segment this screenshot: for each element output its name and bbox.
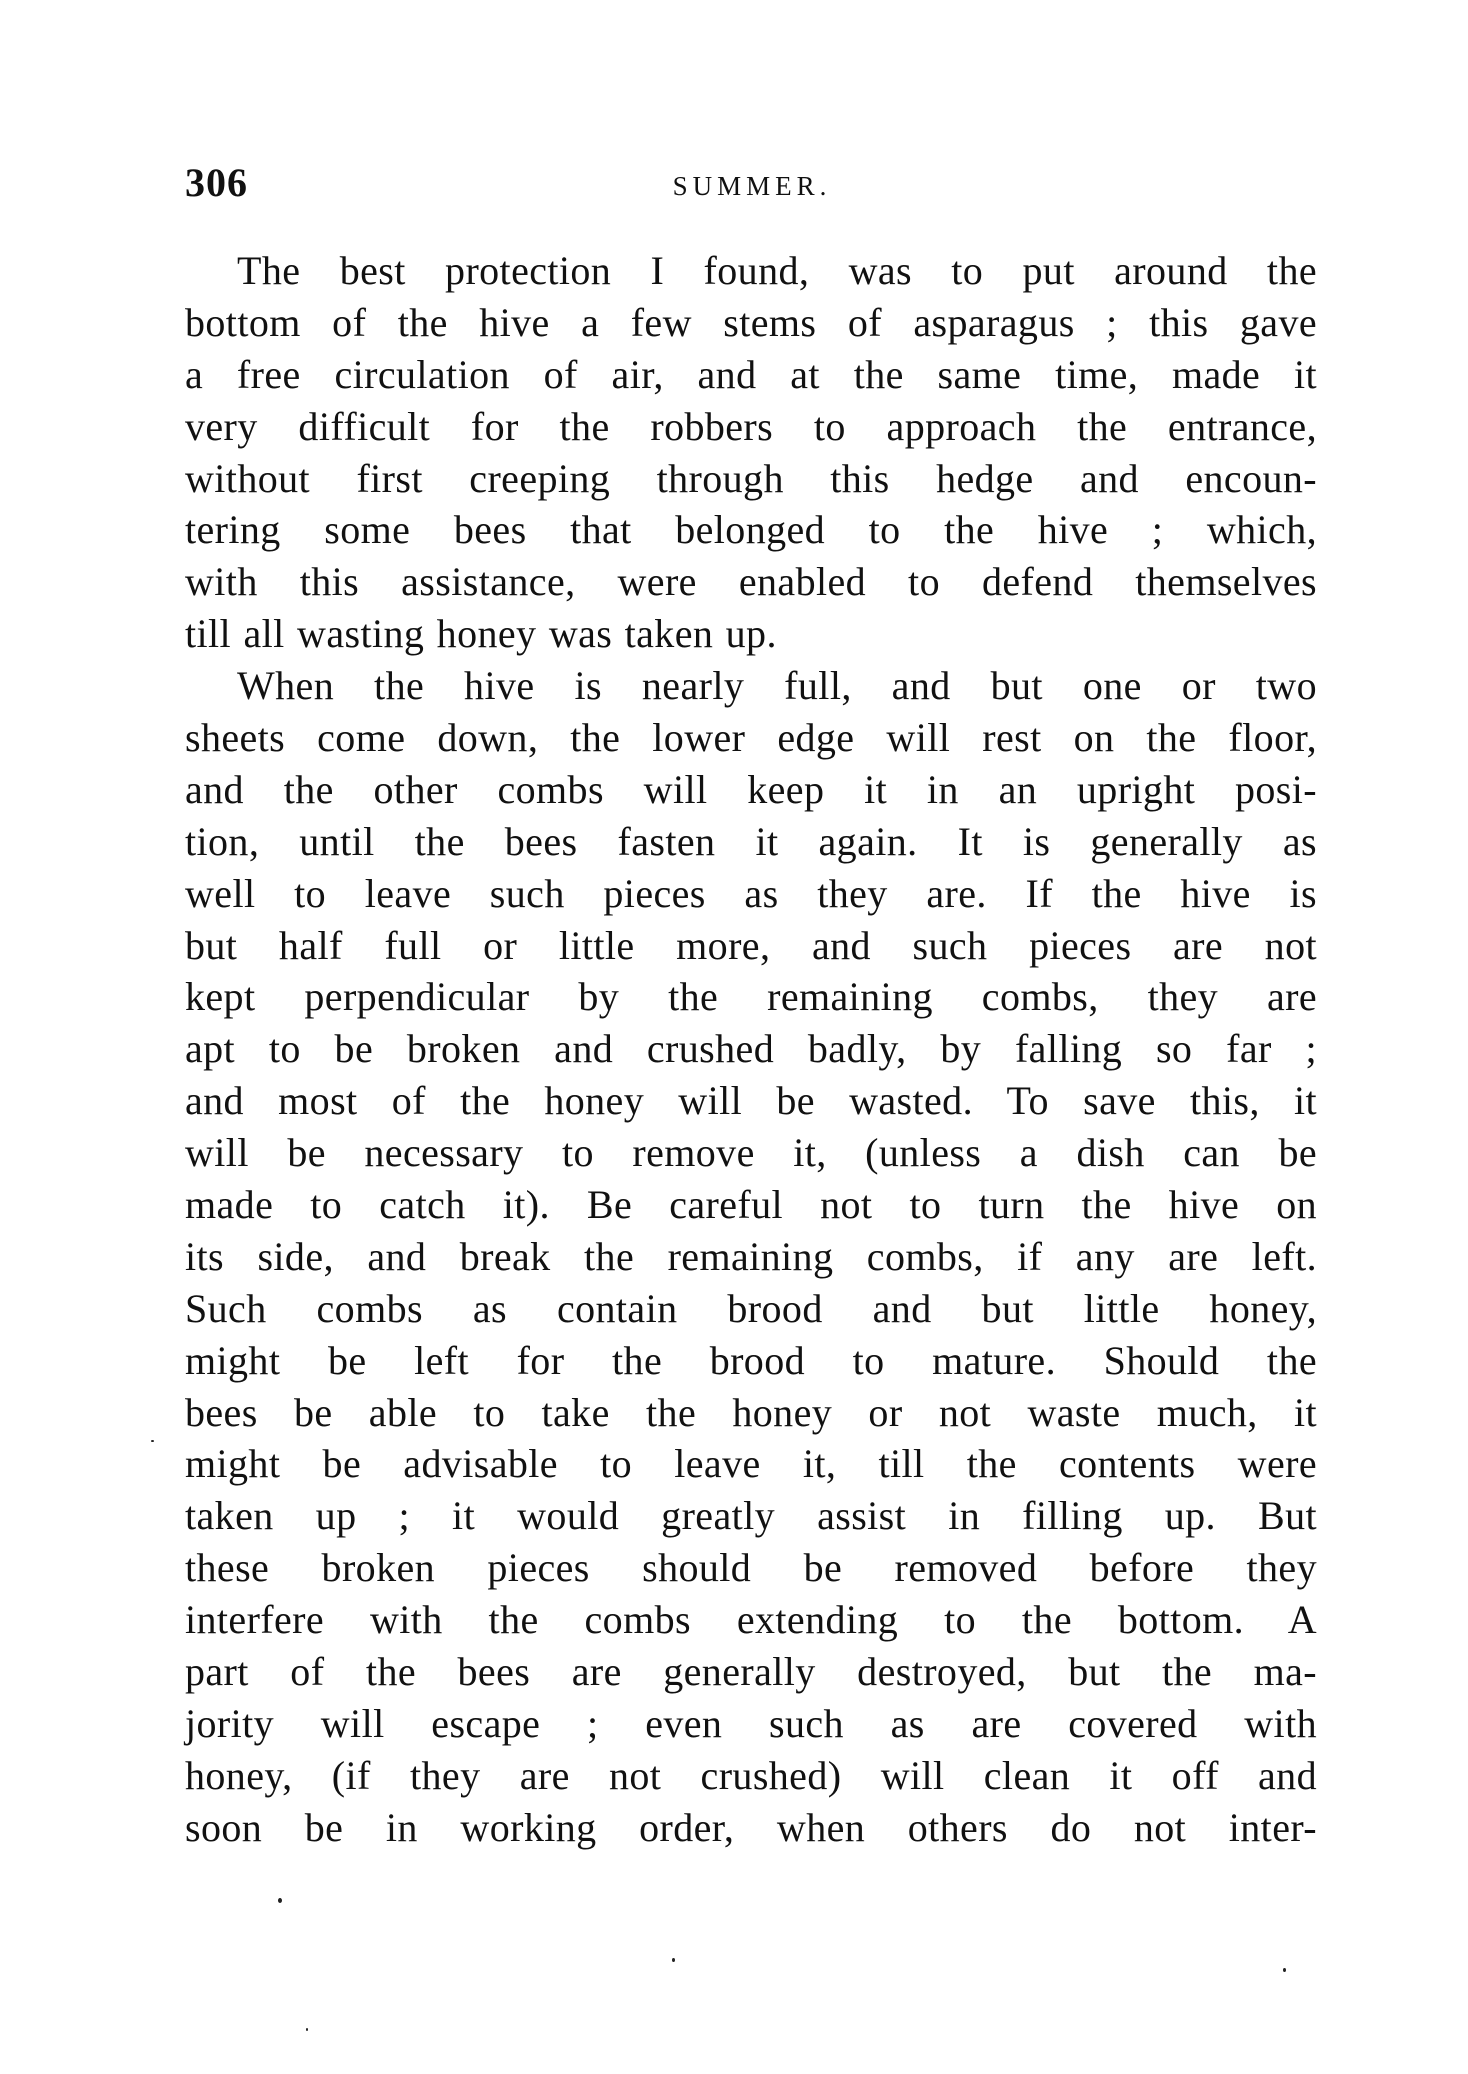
running-head [185,160,1317,206]
section-title: SUMMER. [672,171,832,201]
text-line: without first creeping through this hedge and encoun- [185,455,1317,501]
scan-speck [278,1898,282,1903]
text-line: Such combs as contain brood and but little honey, [185,1285,1317,1331]
text-line: sheets come down, the lower edge will rest on the floor, [185,715,1317,761]
text-line: honey, (if they are not crushed) will clean it off and [185,1752,1317,1798]
text-line: bees be able to take the honey or not waste much, it [185,1389,1317,1435]
text-line: well to leave such pieces as they are. If the hive is [185,870,1317,916]
text-line: part of the bees are generally destroyed, but the ma- [185,1649,1317,1695]
body-text [185,245,1317,1854]
text-line: with this assistance, were enabled to defend themselves [185,559,1317,605]
text-line: apt to be broken and crushed badly, by falling so far ; [185,1026,1317,1072]
text-line: will be necessary to remove it, (unless a dish can be [185,1130,1317,1176]
text-line: and the other combs will keep it in an upright posi- [185,766,1317,812]
text-line: might be left for the brood to mature. Should the [185,1337,1317,1383]
scan-speck [151,1440,154,1442]
paragraph-1 [185,245,1317,660]
text-line: and most of the honey will be wasted. To save this, it [185,1078,1317,1124]
text-line: jority will escape ; even such as are covered with [185,1700,1317,1746]
scan-speck [672,1958,675,1962]
text-line: made to catch it). Be careful not to turn the hive on [185,1182,1317,1228]
page-number: 306 [185,160,248,205]
text-line: might be advisable to leave it, till the contents were [185,1441,1317,1487]
scan-speck [1283,1968,1286,1972]
text-line: soon be in working order, when others do not inter- [185,1804,1317,1850]
text-line: kept perpendicular by the remaining combs, they are [185,974,1317,1020]
text-line: these broken pieces should be removed before they [185,1545,1317,1591]
text-line: but half full or little more, and such pieces are not [185,922,1317,968]
text-line: bottom of the hive a few stems of asparagus ; this gave [185,299,1317,345]
text-line: till all wasting honey was taken up. [185,611,777,657]
scan-speck [306,2028,308,2031]
text-line: taken up ; it would greatly assist in filling up. But [185,1493,1317,1539]
paragraph-2 [185,660,1317,1853]
text-line: tion, until the bees fasten it again. It is generally as [185,818,1317,864]
text-line: tering some bees that belonged to the hive ; which, [185,507,1317,553]
text-line: very difficult for the robbers to approach the entrance, [185,403,1317,449]
text-line: a free circulation of air, and at the same time, made it [185,351,1317,397]
text-line: The best protection I found, was to put around the [237,248,1317,293]
text-line: When the hive is nearly full, and but one or two [237,663,1317,709]
text-line: interfere with the combs extending to the bottom. A [185,1597,1317,1643]
text-line: its side, and break the remaining combs, if any are left. [185,1233,1317,1279]
